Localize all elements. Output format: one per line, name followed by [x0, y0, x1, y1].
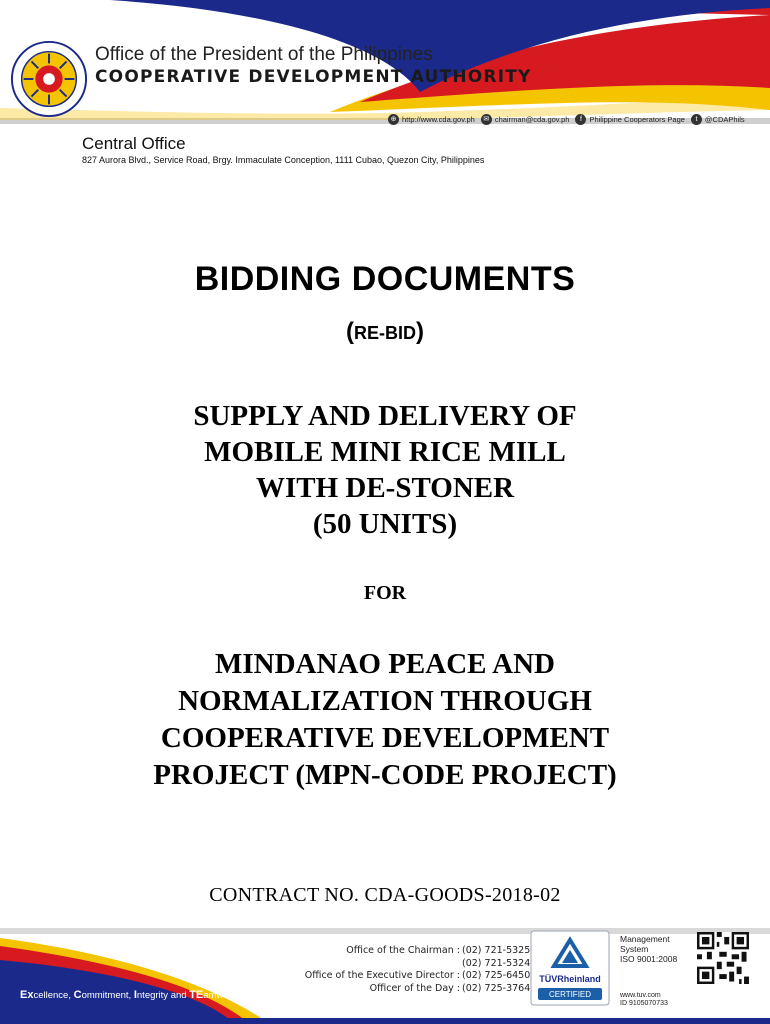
project-heading: [0, 646, 770, 794]
email-icon: ✉: [481, 114, 492, 125]
tuv-brand: TÜVRheinland: [539, 974, 601, 984]
globe-icon: ⊕: [388, 114, 399, 125]
phone-directory: [250, 945, 531, 995]
qr-code-icon: [697, 932, 749, 984]
project-line: COOPERATIVE DEVELOPMENT: [160, 722, 610, 754]
supply-line: (50 UNITS): [312, 508, 458, 540]
project-line: NORMALIZATION THROUGH: [178, 685, 592, 717]
supply-line: SUPPLY AND DELIVERY OF: [193, 400, 577, 432]
phone-row: Office of the Executive Director : (02) 725-6450: [304, 970, 531, 981]
central-office-title: Central Office: [82, 134, 186, 153]
supply-line: MOBILE MINI RICE MILL: [204, 436, 566, 468]
core-values-tagline: Excellence, Commitment, Integrity and TEamwork: [20, 989, 237, 1001]
contact-email[interactable]: ✉ chairman@cda.gov.ph: [481, 114, 570, 125]
tuv-certified-badge: [530, 930, 610, 1006]
project-line: MINDANAO PEACE AND: [215, 648, 555, 680]
phone-row: Office of the Chairman : (02) 721-5325: [346, 945, 531, 956]
rebid-label: (RE-BID): [346, 318, 424, 345]
supply-line: WITH DE-STONER: [255, 472, 515, 504]
tuv-reference: www.tuv.com ID 9105070733: [620, 992, 668, 1007]
phone-row: (02) 721-5324: [462, 957, 531, 969]
contact-links: [388, 111, 751, 127]
contact-website[interactable]: ⊕ http://www.cda.gov.ph: [388, 114, 475, 125]
contact-facebook[interactable]: f Philippine Cooperators Page: [575, 114, 684, 125]
supply-heading: [0, 398, 770, 542]
contract-number: CONTRACT NO. CDA-GOODS-2018-02: [209, 884, 561, 906]
project-line: PROJECT (MPN-CODE PROJECT): [153, 759, 617, 791]
cda-seal-logo: [10, 40, 88, 118]
facebook-icon: f: [575, 114, 586, 125]
phone-row: Officer of the Day : (02) 725-3764: [369, 982, 531, 994]
contact-twitter[interactable]: t @CDAPhils: [691, 114, 745, 125]
for-label: FOR: [363, 582, 407, 604]
document-title: BIDDING DOCUMENTS: [194, 260, 576, 298]
central-office-address: 827 Aurora Blvd., Service Road, Brgy. Immaculate Conception, 1111 Cubao, Quezon City, Philippines: [82, 155, 485, 165]
twitter-icon: t: [691, 114, 702, 125]
management-system: Management System ISO 9001:2008: [620, 934, 678, 964]
office-of-president-line: Office of the President of the Philippines: [95, 44, 433, 65]
tuv-certified-label: CERTIFIED: [548, 990, 592, 999]
agency-name: COOPERATIVE DEVELOPMENT AUTHORITY: [95, 67, 532, 87]
